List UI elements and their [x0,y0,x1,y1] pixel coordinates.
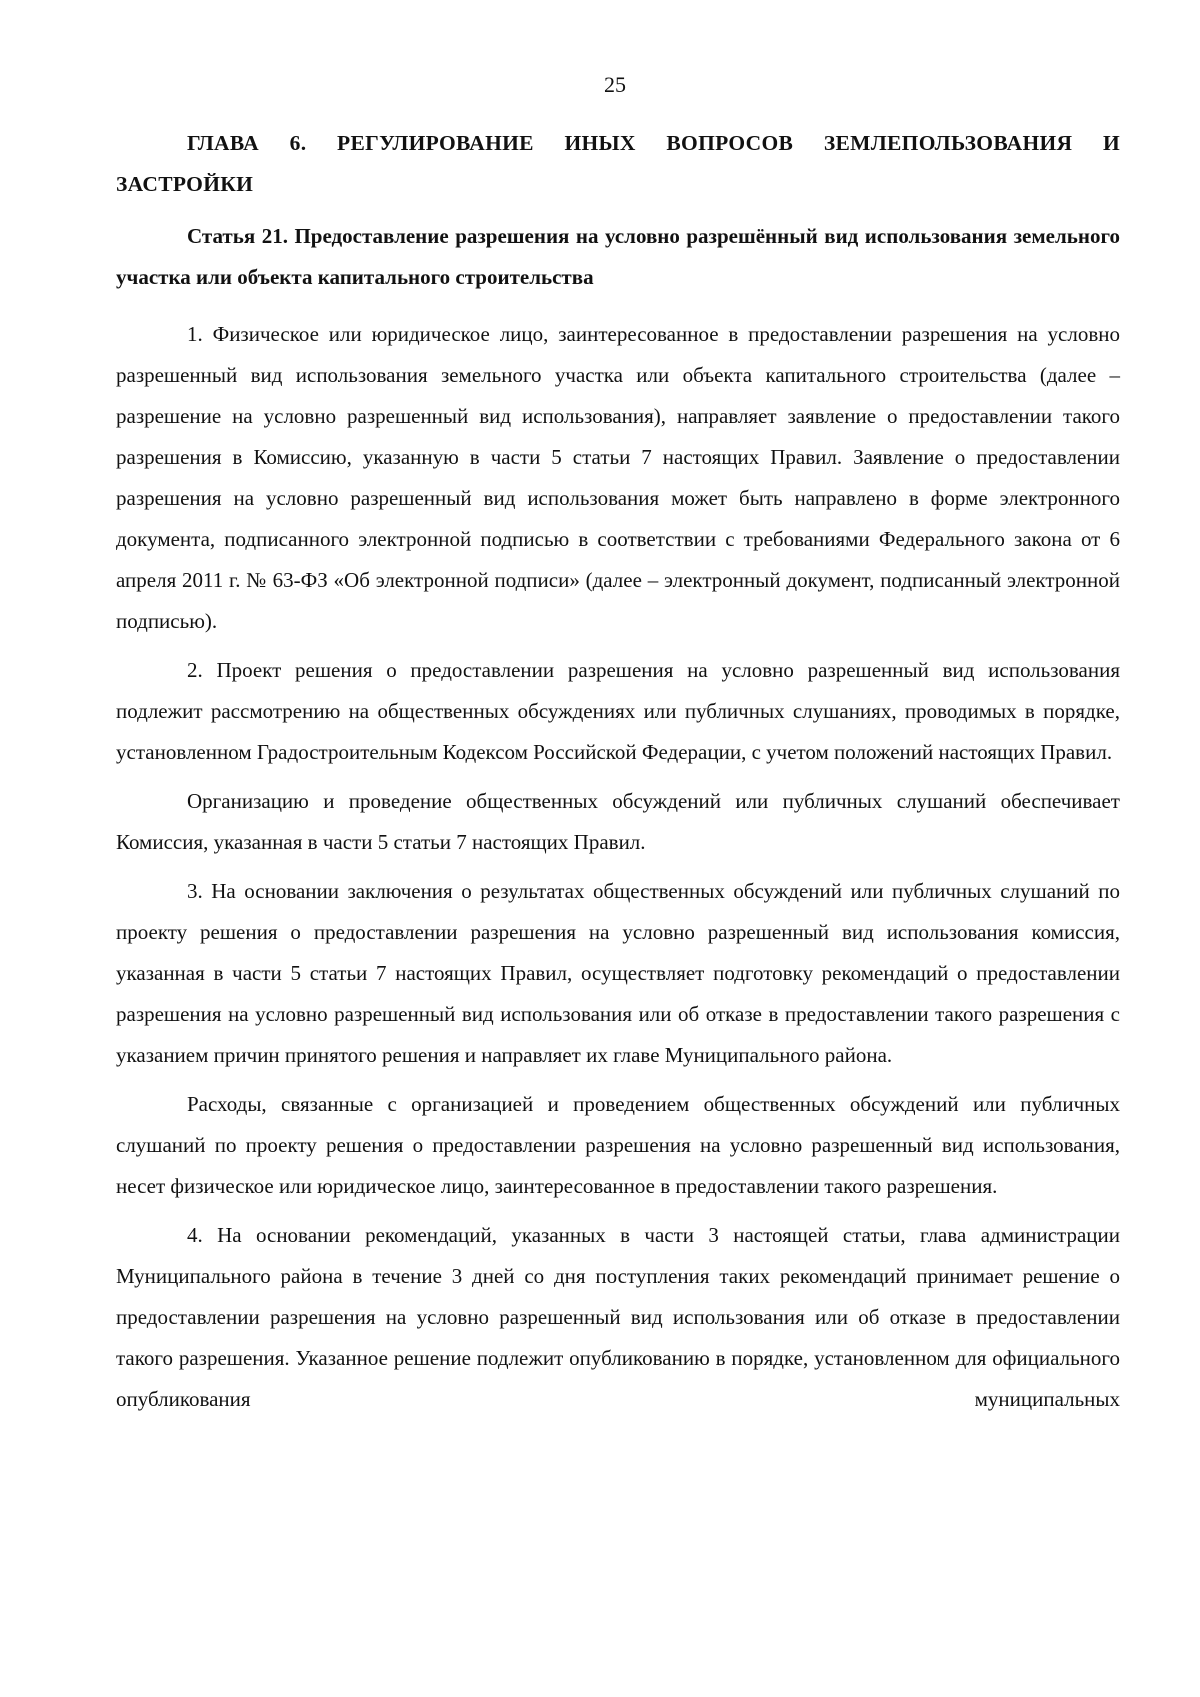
paragraph-2: 2. Проект решения о предоставлении разрешения на условно разрешенный вид использования подлежит рассмотрению на общественных обсуждениях или публичных слушаниях, проводимых в порядке, установленном Градостроительным Кодексом Российской Федерации, с учетом положений настоящих Правил. [116,658,1120,764]
paragraph-1: 1. Физическое или юридическое лицо, заинтересованное в предоставлении разрешения на условно разрешенный вид использования земельного участка или объекта капитального строительства (далее – разрешение на условно разрешенный вид использования), направляет заявление о предоставлении такого разрешения в Комиссию, указанную в части 5 статьи 7 настоящих Правил. Заявление о предоставлении разрешения на условно разрешенный вид использования может быть направлено в форме электронного документа, подписанного электронной подписью в соответствии с требованиями Федерального закона от 6 апреля 2011 г. № 63-ФЗ «Об электронной подписи» (далее – электронный документ, подписанный электронной подписью). [116,322,1120,633]
paragraph-3: 3. На основании заключения о результатах общественных обсуждений или публичных слушаний по проекту решения о предоставлении разрешения на условно разрешенный вид использования комиссия, указанная в части 5 статьи 7 настоящих Правил, осуществляет подготовку рекомендаций о предоставлении разрешения на условно разрешенный вид использования или об отказе в предоставлении такого разрешения с указанием причин принятого решения и направляет их главе Муниципального района. [116,879,1120,1067]
paragraph-expenses: Расходы, связанные с организацией и проведением общественных обсуждений или публичных слушаний по проекту решения о предоставлении разрешения на условно разрешенный вид использования, несет физическое или юридическое лицо, заинтересованное в предоставлении такого разрешения. [116,1092,1120,1198]
article-title: Статья 21. Предоставление разрешения на условно разрешённый вид использования земельного участка или объекта капитального строительства [116,224,1120,289]
paragraph-4: 4. На основании рекомендаций, указанных в части 3 настоящей статьи, глава администрации Муниципального района в течение 3 дней со дня поступления таких рекомендаций принимает решение о предоставлении разрешения на условно разрешенный вид использования или об отказе в предоставлении такого разрешения. Указанное решение подлежит опубликованию в порядке, установленном для официального опубликования муниципальных [116,1223,1120,1411]
chapter-title: ГЛАВА 6. РЕГУЛИРОВАНИЕ ИНЫХ ВОПРОСОВ ЗЕМЛЕПОЛЬЗОВАНИЯ И ЗАСТРОЙКИ [116,131,1120,196]
paragraph-organization: Организацию и проведение общественных обсуждений или публичных слушаний обеспечивает Комиссия, указанная в части 5 статьи 7 настоящих Правил. [116,789,1120,854]
page-number: 25 [604,72,626,97]
document-body [116,123,1120,1420]
